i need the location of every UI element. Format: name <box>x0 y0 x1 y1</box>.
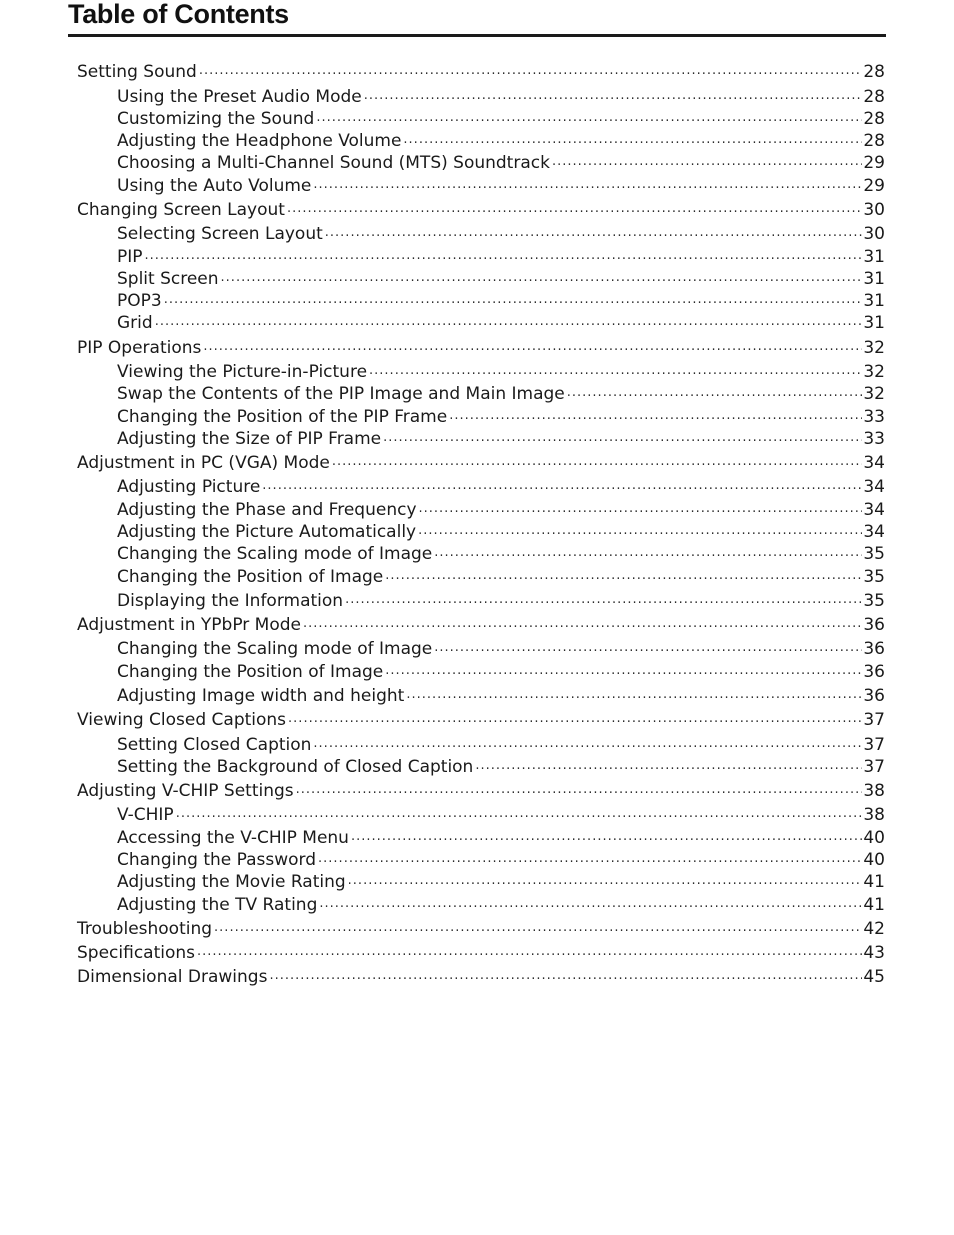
toc-entry-page-number: 34 <box>863 500 885 520</box>
toc-entry-label: Changing the Position of Image <box>117 662 384 682</box>
dot-leader <box>316 110 862 126</box>
toc-entry[interactable] <box>117 153 885 173</box>
dot-leader <box>155 314 863 330</box>
toc-entry-page-number: 36 <box>863 639 885 659</box>
toc-entry-page-number: 41 <box>863 872 885 892</box>
toc-entry-page-number: 40 <box>863 828 885 848</box>
toc-entry[interactable] <box>117 544 885 564</box>
toc-entry-page-number: 35 <box>863 567 885 587</box>
toc-entry-page-number: 29 <box>863 153 885 173</box>
toc-entry-label: Adjusting V-CHIP Settings <box>77 781 294 801</box>
toc-entry-label: Customizing the Sound <box>117 109 315 129</box>
dot-leader <box>434 640 862 656</box>
toc-entry-page-number: 31 <box>863 247 885 267</box>
toc-entry[interactable] <box>117 850 885 870</box>
dot-leader <box>385 663 862 679</box>
toc-entry-page-number: 40 <box>863 850 885 870</box>
toc-entry-label: POP3 <box>117 291 162 311</box>
dot-leader <box>348 873 863 889</box>
dot-leader <box>296 782 863 798</box>
toc-entry-label: Split Screen <box>117 269 219 289</box>
toc-entry-page-number: 31 <box>863 313 885 333</box>
toc-entry-label: Adjusting Image width and height <box>117 686 405 706</box>
toc-entry[interactable] <box>117 291 885 311</box>
toc-entry-label: Adjusting the TV Rating <box>117 895 318 915</box>
toc-entry-page-number: 33 <box>863 429 885 449</box>
dot-leader <box>176 806 863 822</box>
dot-leader <box>221 270 863 286</box>
toc-entry-label: Using the Auto Volume <box>117 176 312 196</box>
toc-entry[interactable] <box>117 500 885 520</box>
toc-entry[interactable] <box>117 477 885 497</box>
toc-entry[interactable] <box>117 895 885 915</box>
toc-entry-label: Setting Closed Caption <box>117 735 312 755</box>
toc-entry-page-number: 36 <box>863 686 885 706</box>
toc-entry-page-number: 34 <box>863 522 885 542</box>
dot-leader <box>449 408 862 424</box>
toc-entry[interactable] <box>77 453 885 473</box>
toc-entry[interactable] <box>117 639 885 659</box>
toc-entry-label: Viewing Closed Captions <box>77 710 287 730</box>
toc-entry[interactable] <box>77 615 885 635</box>
toc-entry-label: PIP <box>117 247 143 267</box>
toc-entry-page-number: 28 <box>863 109 885 129</box>
dot-leader <box>313 177 862 193</box>
toc-entry[interactable] <box>117 686 885 706</box>
toc-entry-label: Swap the Contents of the PIP Image and Main Image <box>117 384 565 404</box>
toc-entry[interactable] <box>117 362 885 382</box>
dot-leader <box>475 758 862 774</box>
toc-entry-page-number: 28 <box>863 87 885 107</box>
toc-entry-label: Troubleshooting <box>77 919 213 939</box>
toc-entry-page-number: 28 <box>863 131 885 151</box>
toc-entry[interactable] <box>117 87 885 107</box>
toc-entry[interactable] <box>77 710 885 730</box>
toc-entry[interactable] <box>117 522 885 542</box>
toc-entry-label: Adjustment in YPbPr Mode <box>77 615 301 635</box>
toc-entry-label: V-CHIP <box>117 805 174 825</box>
toc-entry-label: Setting Sound <box>77 62 197 82</box>
page-title: Table of Contents <box>68 0 289 29</box>
dot-leader <box>287 201 862 217</box>
toc-entry-label: Using the Preset Audio Mode <box>117 87 362 107</box>
toc-entry-label: Changing the Position of the PIP Frame <box>117 407 448 427</box>
toc-entry[interactable] <box>117 872 885 892</box>
toc-entry-label: PIP Operations <box>77 338 202 358</box>
dot-leader <box>164 292 863 308</box>
toc-entry-label: Changing the Scaling mode of Image <box>117 639 433 659</box>
toc-entry-label: Dimensional Drawings <box>77 967 268 987</box>
dot-leader <box>369 363 862 379</box>
toc-entry[interactable] <box>117 662 885 682</box>
dot-leader <box>383 430 862 446</box>
toc-entry[interactable] <box>117 757 885 777</box>
toc-entry-page-number: 37 <box>863 735 885 755</box>
dot-leader <box>262 478 862 494</box>
dot-leader <box>418 523 862 539</box>
toc-entry-page-number: 30 <box>863 200 885 220</box>
toc-entry-page-number: 32 <box>863 384 885 404</box>
dot-leader <box>203 339 862 355</box>
toc-entry-page-number: 45 <box>863 967 885 987</box>
toc-entry-label: Adjusting the Picture Automatically <box>117 522 417 542</box>
dot-leader <box>351 829 862 845</box>
dot-leader <box>332 454 863 470</box>
toc-entry-label: Choosing a Multi-Channel Sound (MTS) Soundtrack <box>117 153 550 173</box>
dot-leader <box>403 132 862 148</box>
toc-entry[interactable] <box>117 384 885 404</box>
toc-entry-page-number: 43 <box>863 943 885 963</box>
toc-entry-page-number: 32 <box>863 338 885 358</box>
toc-entry-label: Adjusting the Movie Rating <box>117 872 346 892</box>
toc-entry-label: Specifications <box>77 943 196 963</box>
toc-entry[interactable] <box>117 429 885 449</box>
toc-entry-page-number: 38 <box>863 781 885 801</box>
toc-entry-label: Changing Screen Layout <box>77 200 285 220</box>
toc-entry[interactable] <box>117 567 885 587</box>
toc-entry-page-number: 37 <box>863 757 885 777</box>
toc-entry[interactable] <box>117 176 885 196</box>
toc-entry-page-number: 35 <box>863 591 885 611</box>
toc-entry-label: Selecting Screen Layout <box>117 224 323 244</box>
dot-leader <box>552 154 862 170</box>
toc-entry-page-number: 30 <box>863 224 885 244</box>
toc-entry[interactable] <box>117 224 885 244</box>
toc-entry[interactable] <box>117 313 885 333</box>
toc-entry-page-number: 33 <box>863 407 885 427</box>
toc-entry-page-number: 38 <box>863 805 885 825</box>
dot-leader <box>269 968 862 984</box>
toc-entry[interactable] <box>77 338 885 358</box>
toc-entry-label: Accessing the V-CHIP Menu <box>117 828 349 848</box>
toc-entry-label: Adjusting the Size of PIP Frame <box>117 429 382 449</box>
toc-entry[interactable] <box>117 131 885 151</box>
toc-entry-label: Adjusting Picture <box>117 477 261 497</box>
toc-entry[interactable] <box>117 247 885 267</box>
dot-leader <box>364 88 863 104</box>
dot-leader <box>318 851 862 867</box>
toc-entry[interactable] <box>77 781 885 801</box>
toc-entry-page-number: 29 <box>863 176 885 196</box>
toc-entry-label: Changing the Position of Image <box>117 567 384 587</box>
toc-entry[interactable] <box>117 828 885 848</box>
toc-entry-page-number: 31 <box>863 291 885 311</box>
dot-leader <box>567 385 863 401</box>
dot-leader <box>288 711 862 727</box>
toc-entry-page-number: 31 <box>863 269 885 289</box>
toc-entry-page-number: 32 <box>863 362 885 382</box>
toc-entry[interactable] <box>77 200 885 220</box>
toc-entry-label: Viewing the Picture-in-Picture <box>117 362 368 382</box>
dot-leader <box>345 592 862 608</box>
toc-entry-page-number: 37 <box>863 710 885 730</box>
toc-entry[interactable] <box>77 967 885 987</box>
dot-leader <box>434 545 862 561</box>
toc-entry[interactable] <box>77 943 885 963</box>
toc-entry-page-number: 34 <box>863 477 885 497</box>
dot-leader <box>419 501 863 517</box>
dot-leader <box>197 944 862 960</box>
dot-leader <box>303 616 862 632</box>
toc-entry[interactable] <box>117 407 885 427</box>
toc-entry-label: Displaying the Information <box>117 591 344 611</box>
toc-entry[interactable] <box>77 919 885 939</box>
toc-entry[interactable] <box>117 109 885 129</box>
toc-entry-label: Adjusting the Phase and Frequency <box>117 500 417 520</box>
toc-entry-label: Changing the Password <box>117 850 317 870</box>
toc-entry-page-number: 35 <box>863 544 885 564</box>
dot-leader <box>406 687 862 703</box>
toc-entry-label: Changing the Scaling mode of Image <box>117 544 433 564</box>
dot-leader <box>199 63 863 79</box>
toc-entry[interactable] <box>117 269 885 289</box>
toc-entry-label: Adjustment in PC (VGA) Mode <box>77 453 330 473</box>
toc-entry-label: Grid <box>117 313 153 333</box>
toc-entry-page-number: 36 <box>863 615 885 635</box>
dot-leader <box>385 568 862 584</box>
toc-entry-page-number: 28 <box>863 62 885 82</box>
toc-entry[interactable] <box>77 62 885 82</box>
toc-entry[interactable] <box>117 735 885 755</box>
toc-entry-label: Adjusting the Headphone Volume <box>117 131 402 151</box>
toc-entry-page-number: 42 <box>863 919 885 939</box>
toc-entry-page-number: 36 <box>863 662 885 682</box>
dot-leader <box>325 225 863 241</box>
toc-entry-page-number: 41 <box>863 895 885 915</box>
dot-leader <box>313 736 862 752</box>
toc-entry[interactable] <box>117 805 885 825</box>
toc-entry-label: Setting the Background of Closed Caption <box>117 757 474 777</box>
dot-leader <box>145 248 863 264</box>
toc-entry-page-number: 34 <box>863 453 885 473</box>
dot-leader <box>214 920 862 936</box>
dot-leader <box>319 896 862 912</box>
toc-entry[interactable] <box>117 591 885 611</box>
